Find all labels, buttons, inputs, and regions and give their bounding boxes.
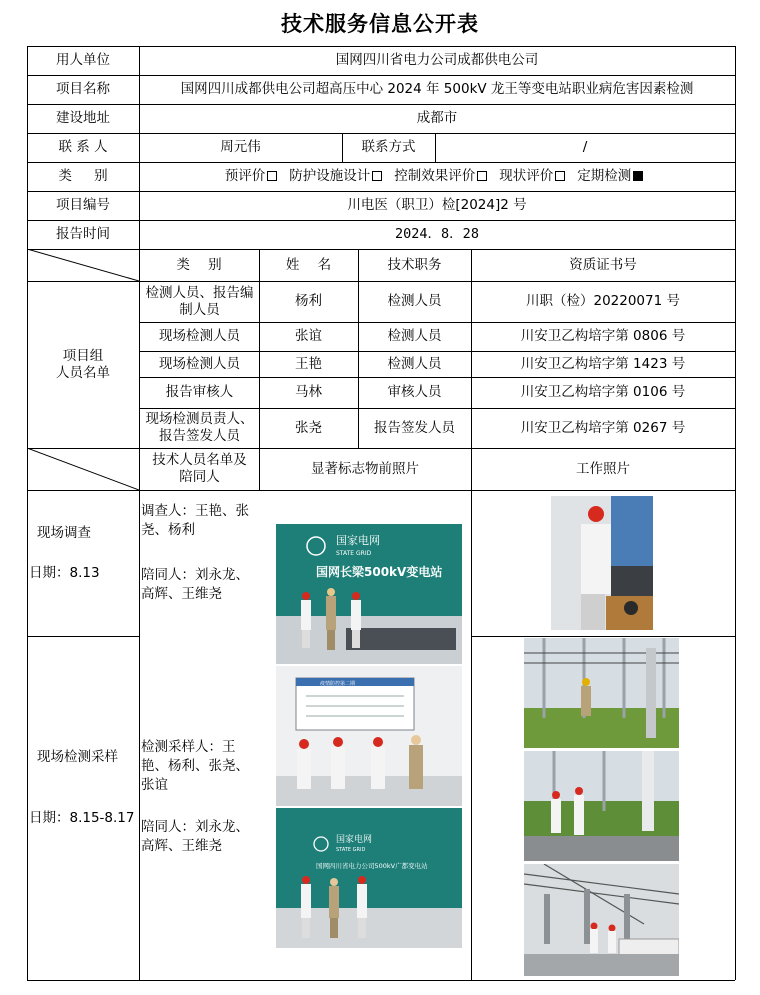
option-control-effect: 控制效果评价 (394, 168, 493, 185)
member-category: 检测人员、报告编制人员 (145, 284, 254, 318)
member-title: 审核人员 (387, 384, 442, 400)
member-category: 报告审核人 (165, 384, 234, 400)
sampling-date: 日期：8.15-8.17 (29, 810, 135, 826)
sampling-escorts: 陪同人：刘永龙、高辉、王维尧 (141, 819, 249, 854)
contact-label: 联 系 人 (58, 139, 108, 155)
checkbox-pre-evaluation (267, 171, 277, 181)
option-status-evaluation: 现状评价 (499, 168, 571, 185)
survey-label: 现场调查 (37, 525, 91, 541)
sign3-en: STATE GRID (336, 847, 366, 853)
member-cert: 川安卫乙构培字第 0267 号 (520, 419, 686, 436)
sign1-cn: 国家电网 (336, 534, 380, 547)
member-name: 张尧 (295, 419, 322, 436)
work-photo-sampling-2 (524, 751, 679, 861)
sign1-en: STATE GRID (336, 550, 372, 557)
member-cert: 川安卫乙构培字第 0106 号 (520, 384, 686, 400)
option-pre-evaluation: 预评价 (225, 168, 284, 185)
work-photo-sampling-3 (524, 864, 679, 976)
member-title: 报告签发人员 (374, 419, 455, 436)
member-name: 杨利 (295, 293, 322, 309)
survey-investigators: 调查人：王艳、张尧、杨利 (141, 503, 249, 538)
work-photo-sampling-1 (524, 638, 679, 748)
report-time-value: 2024．8．28 (395, 226, 479, 242)
checkbox-protection-design (372, 171, 382, 181)
member-name: 马林 (295, 384, 322, 400)
member-name: 王艳 (295, 355, 322, 372)
team-section-label (27, 281, 139, 448)
project-name-label: 项目名称 (56, 81, 110, 97)
report-time-label: 报告时间 (56, 226, 110, 242)
member-cert: 川安卫乙构培字第 1423 号 (520, 355, 686, 372)
team-header-cert: 资质证书号 (569, 256, 637, 273)
contact-value: 周元伟 (220, 139, 261, 155)
address-value: 成都市 (416, 110, 458, 126)
diagonal-cell (27, 249, 139, 281)
landmark-photo-changliang (276, 524, 462, 664)
project-name-value: 国网四川成都供电公司超高压中心 2024 年 500kV 龙王等变电站职业病危害因素检测 (180, 81, 694, 97)
info-table (27, 46, 735, 980)
category-options (139, 162, 735, 191)
sign2-board: 疫情防控第二期 (320, 681, 356, 687)
unit-value: 国网四川省电力公司成都供电公司 (335, 52, 539, 68)
team-label-line1: 项目组 (62, 347, 104, 364)
sampling-label: 现场检测采样 (37, 749, 118, 765)
project-no-label: 项目编号 (56, 197, 110, 213)
contact-method-value: / (582, 139, 588, 155)
member-category: 现场检测人员 (159, 328, 240, 344)
sign1-station: 国网长梁500kV变电站 (316, 565, 443, 579)
member-category: 现场检测人员 (159, 355, 240, 372)
unit-label: 用人单位 (56, 52, 110, 68)
landmark-photo-guangdu (276, 808, 462, 948)
checkbox-control-effect (477, 171, 487, 181)
category-label: 类 别 (58, 168, 108, 184)
page-title: 技术服务信息公开表 (281, 12, 479, 36)
sign3-station: 国网四川省电力公司500kV广都变电站 (316, 862, 428, 870)
member-cert: 川安卫乙构培字第 0806 号 (520, 328, 686, 344)
survey-escorts: 陪同人：刘永龙、高辉、王维尧 (141, 567, 249, 602)
diagonal-cell (27, 448, 139, 490)
landmark-photo-board (276, 666, 462, 806)
team-header-category: 类 别 (176, 256, 222, 273)
team-label-line2: 人员名单 (56, 364, 110, 381)
member-title: 检测人员 (387, 293, 442, 309)
team-header-name: 姓 名 (285, 256, 332, 273)
photos-header-staff: 技术人员名单及陪同人 (152, 452, 247, 485)
option-periodic-test: 定期检测 (577, 168, 649, 185)
team-header-title: 技术职务 (387, 256, 442, 273)
checkbox-periodic-test (633, 171, 643, 181)
member-title: 检测人员 (387, 328, 442, 344)
member-cert: 川职（检）20220071 号 (525, 293, 680, 309)
member-title: 检测人员 (387, 355, 442, 372)
survey-date: 日期：8.13 (29, 565, 100, 581)
project-no-value: 川电医（职卫）检[2024]2 号 (347, 197, 527, 213)
sampling-samplers: 检测采样人：王艳、杨利、张尧、张谊 (141, 739, 249, 793)
member-category: 现场检测员责人、报告签发人员 (145, 411, 254, 444)
photos-header-landmark: 显著标志物前照片 (311, 460, 419, 477)
work-photo-survey (551, 496, 653, 630)
member-name: 张谊 (295, 328, 322, 344)
checkbox-status-evaluation (555, 171, 565, 181)
contact-method-label: 联系方式 (361, 139, 416, 155)
sign3-cn: 国家电网 (336, 835, 373, 845)
photos-header-work: 工作照片 (576, 460, 630, 477)
option-protection-design: 防护设施设计 (289, 168, 388, 185)
address-label: 建设地址 (56, 110, 110, 126)
